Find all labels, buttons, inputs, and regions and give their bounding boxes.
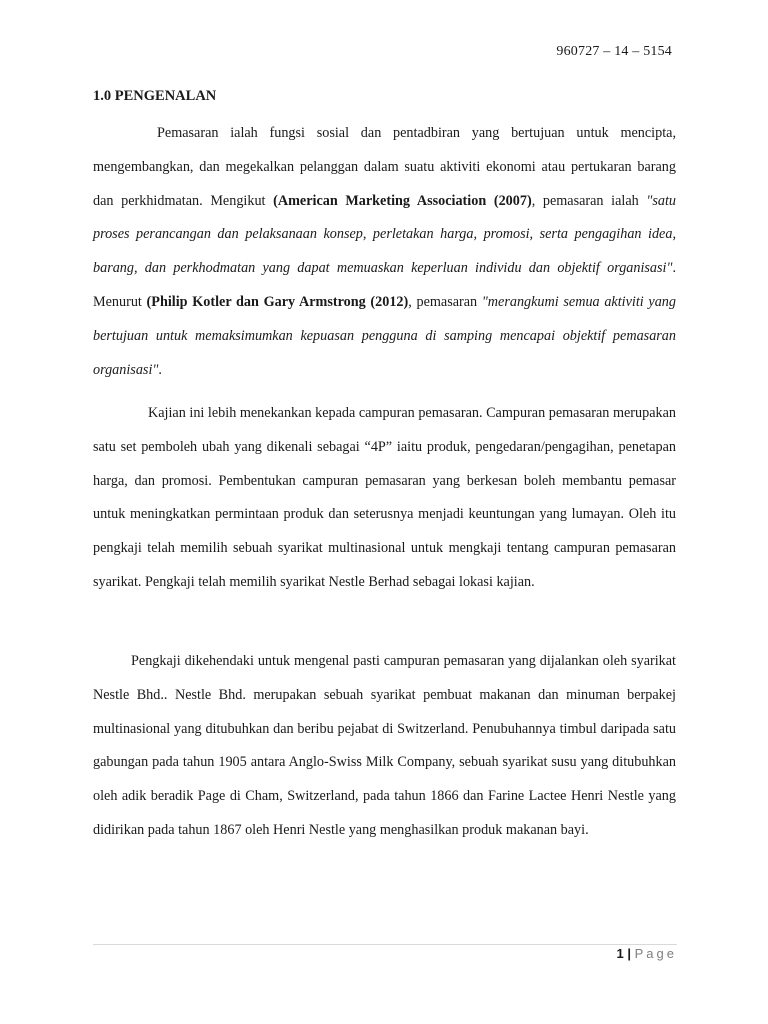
p1-text-1: Pemasaran ialah fungsi sosial dan pentadbiran yang bertujuan untuk mencipta, mengembangkan, dan megekalkan pelanggan dalam suatu aktiviti ekonomi atau pertukaran barang dan perkhidmatan. Mengikut [93,125,676,209]
header-student-id: 960727 – 14 – 5154 [556,44,672,59]
footer-separator: | [627,946,631,961]
section-heading: 1.0 PENGENALAN [93,88,217,104]
paragraph-1 [93,117,676,387]
page-label: Page [634,946,677,961]
footer-divider [93,944,677,945]
citation-ama: (American Marketing Association (2007) [273,192,532,209]
page-footer [617,946,678,961]
quote-ama-definition: "satu proses perancangan dan pelaksanaan konsep, perletakan harga, promosi, serta pengagihan idea, barang, dan perkhodmatan yang dapat memuaskan keperluan individu dan objektif organisasi" [93,192,676,277]
quote-kotler-definition: "merangkumi semua aktiviti yang bertujuan untuk memaksimumkan kepuasan pengguna di samping mencapai objektif pemasaran organisasi" [93,293,676,378]
p1-text-4: , pemasaran [408,293,482,310]
page-number: 1 [616,946,624,961]
p1-text-2: , pemasaran ialah [531,192,647,209]
paragraph-3: Pengkaji dikehendaki untuk mengenal pasti campuran pemasaran yang dijalankan oleh syarikat Nestle Bhd.. Nestle Bhd. merupakan sebuah syarikat pembuat makanan dan minuman berpakej multinasional yang ditubuhkan dan beribu pejabat di Switzerland. Penubuhannya timbul daripada satu gabungan pada tahun 1905 antara Anglo-Swiss Milk Company, sebuah syarikat susu yang ditubuhkan oleh adik beradik Page di Cham, Switzerland, pada tahun 1866 dan Farine Lactee Henri Nestle yang didirikan pada tahun 1867 oleh Henri Nestle yang menghasilkan produk makanan bayi. [93,653,676,838]
paragraph-2: Kajian ini lebih menekankan kepada campuran pemasaran. Campuran pemasaran merupakan satu set pemboleh ubah yang dikenali sebagai “4P” iaitu produk, pengedaran/pengagihan, penetapan harga, dan promosi. Pembentukan campuran pemasaran yang berkesan boleh membantu pemasar untuk meningkatkan permintaan produk dan seterusnya menjadi keuntungan yang lumayan. Oleh itu pengkaji telah memilih sebuah syarikat multinasional untuk mengkaji tentang campuran pemasaran syarikat. Pengkaji telah memilih syarikat Nestle Berhad sebagai lokasi kajian. [93,405,676,590]
p1-text-3: . Menurut [93,260,676,310]
p1-text-5: . [158,361,162,378]
citation-kotler: (Philip Kotler dan Gary Armstrong (2012) [146,293,409,310]
